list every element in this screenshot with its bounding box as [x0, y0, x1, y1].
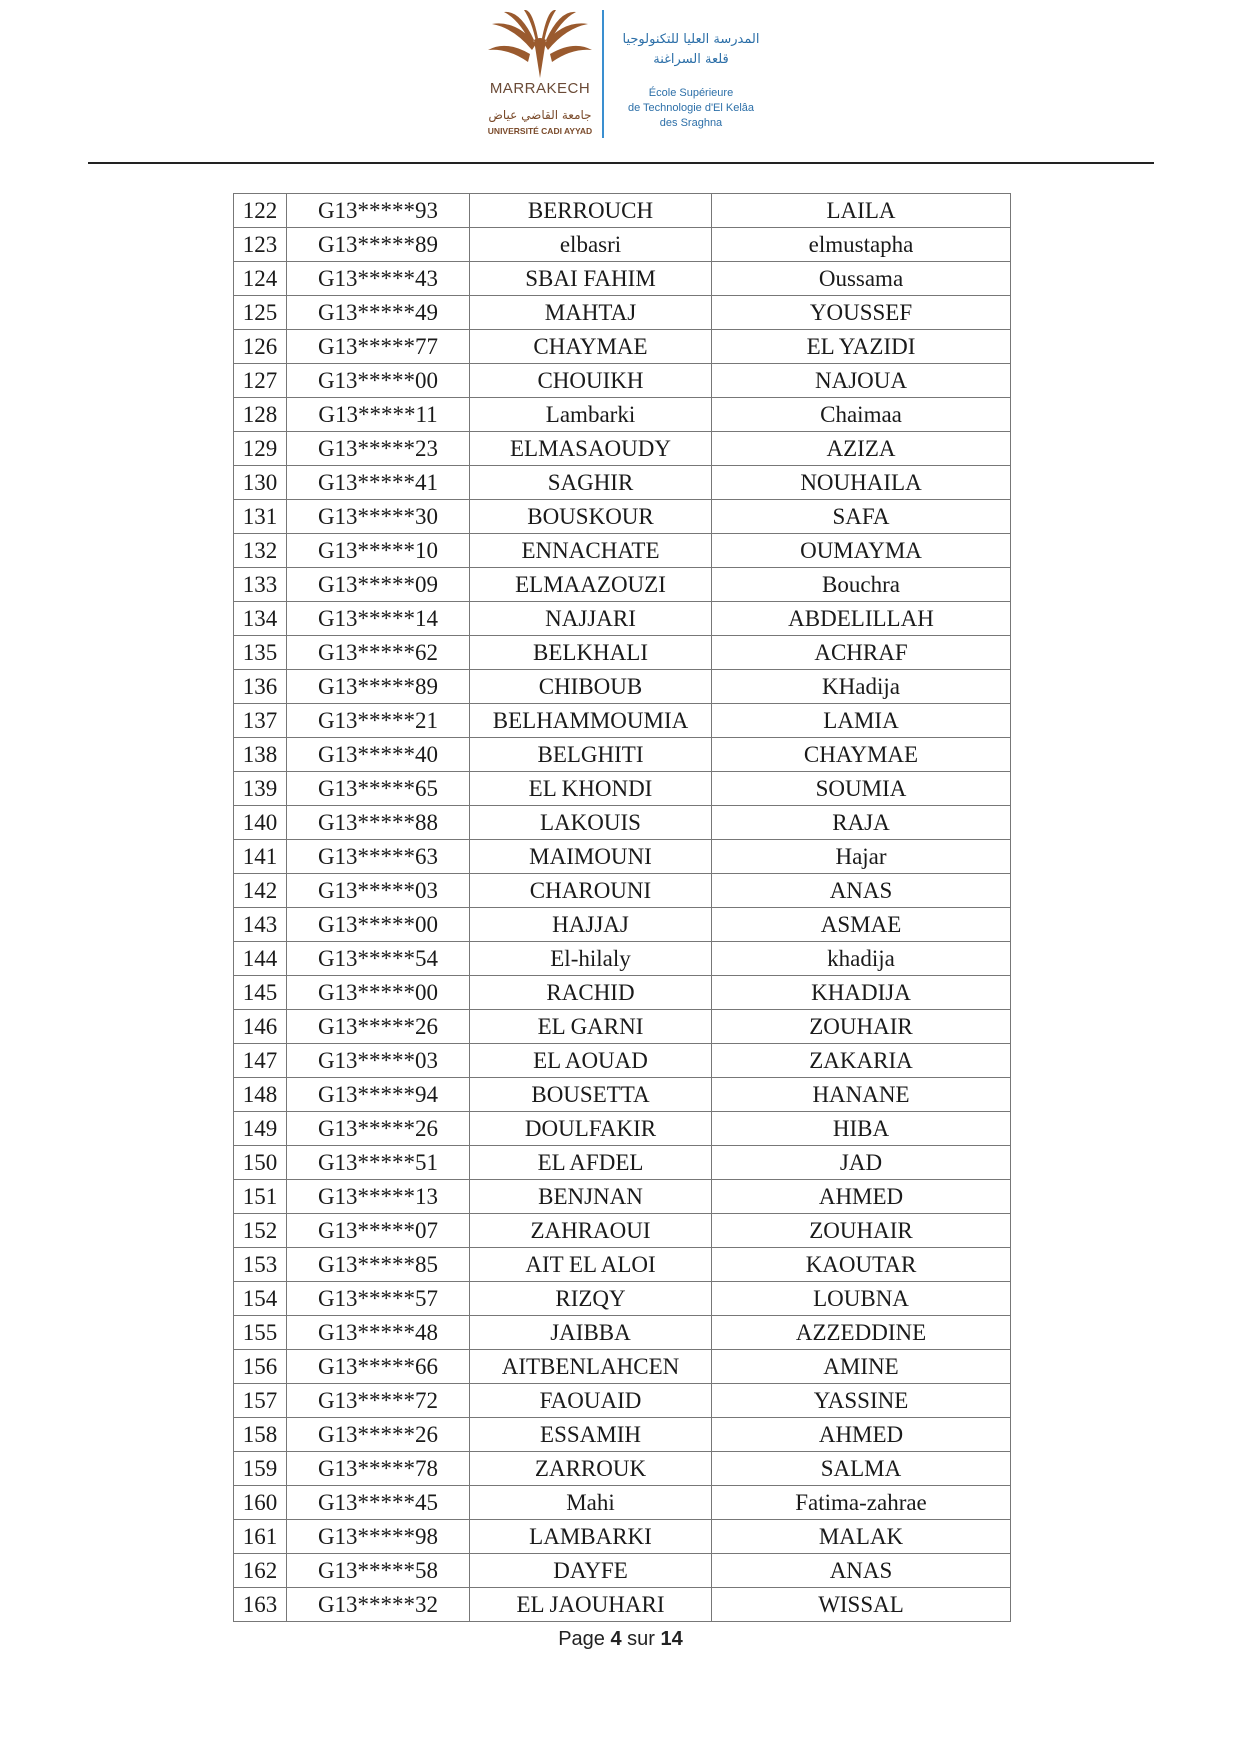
first-name-cell: HANANE	[712, 1078, 1011, 1112]
table-row	[234, 568, 1011, 602]
school-name-fr-line1: École Supérieure	[648, 87, 734, 99]
student-id-cell: G13*****00	[287, 364, 470, 398]
table-row	[234, 1248, 1011, 1282]
first-name-cell: YASSINE	[712, 1384, 1011, 1418]
last-name-cell: HAJJAJ	[470, 908, 712, 942]
row-number-cell: 147	[234, 1044, 287, 1078]
student-id-cell: G13*****72	[287, 1384, 470, 1418]
row-number-cell: 134	[234, 602, 287, 636]
first-name-cell: ANAS	[712, 1554, 1011, 1588]
first-name-cell: Hajar	[712, 840, 1011, 874]
student-id-cell: G13*****54	[287, 942, 470, 976]
last-name-cell: ZARROUK	[470, 1452, 712, 1486]
table-row	[234, 1316, 1011, 1350]
row-number-cell: 141	[234, 840, 287, 874]
table-row	[234, 296, 1011, 330]
student-id-cell: G13*****11	[287, 398, 470, 432]
current-page-number: 4	[610, 1628, 622, 1650]
last-name-cell: JAIBBA	[470, 1316, 712, 1350]
first-name-cell: Fatima-zahrae	[712, 1486, 1011, 1520]
row-number-cell: 127	[234, 364, 287, 398]
logo-university-arabic: جامعة القاضي عياض	[488, 108, 592, 122]
first-name-cell: YOUSSEF	[712, 296, 1011, 330]
last-name-cell: RIZQY	[470, 1282, 712, 1316]
table-row	[234, 806, 1011, 840]
row-number-cell: 137	[234, 704, 287, 738]
row-number-cell: 123	[234, 228, 287, 262]
first-name-cell: SALMA	[712, 1452, 1011, 1486]
table-row	[234, 1418, 1011, 1452]
row-number-cell: 126	[234, 330, 287, 364]
student-id-cell: G13*****32	[287, 1588, 470, 1622]
first-name-cell: EL YAZIDI	[712, 330, 1011, 364]
table-row	[234, 194, 1011, 228]
row-number-cell: 133	[234, 568, 287, 602]
table-row	[234, 228, 1011, 262]
table-row	[234, 874, 1011, 908]
last-name-cell: MAHTAJ	[470, 296, 712, 330]
last-name-cell: Mahi	[470, 1486, 712, 1520]
student-id-cell: G13*****26	[287, 1418, 470, 1452]
student-id-cell: G13*****03	[287, 1044, 470, 1078]
last-name-cell: MAIMOUNI	[470, 840, 712, 874]
last-name-cell: ELMASAOUDY	[470, 432, 712, 466]
first-name-cell: Bouchra	[712, 568, 1011, 602]
student-id-cell: G13*****03	[287, 874, 470, 908]
logo-city-text: MARRAKECH	[489, 80, 591, 97]
row-number-cell: 161	[234, 1520, 287, 1554]
table-row	[234, 1486, 1011, 1520]
student-id-cell: G13*****09	[287, 568, 470, 602]
row-number-cell: 138	[234, 738, 287, 772]
student-id-cell: G13*****63	[287, 840, 470, 874]
last-name-cell: BERROUCH	[470, 194, 712, 228]
table-row	[234, 1180, 1011, 1214]
first-name-cell: KAOUTAR	[712, 1248, 1011, 1282]
row-number-cell: 160	[234, 1486, 287, 1520]
table-row	[234, 1350, 1011, 1384]
table-row	[234, 772, 1011, 806]
student-list-table	[233, 193, 1011, 1622]
last-name-cell: EL AFDEL	[470, 1146, 712, 1180]
row-number-cell: 129	[234, 432, 287, 466]
last-name-cell: CHAYMAE	[470, 330, 712, 364]
row-number-cell: 152	[234, 1214, 287, 1248]
last-name-cell: DAYFE	[470, 1554, 712, 1588]
table-row	[234, 1010, 1011, 1044]
row-number-cell: 139	[234, 772, 287, 806]
first-name-cell: ZOUHAIR	[712, 1010, 1011, 1044]
row-number-cell: 157	[234, 1384, 287, 1418]
first-name-cell: LAMIA	[712, 704, 1011, 738]
table-row	[234, 466, 1011, 500]
first-name-cell: ZOUHAIR	[712, 1214, 1011, 1248]
table-row	[234, 908, 1011, 942]
table-row	[234, 602, 1011, 636]
first-name-cell: OUMAYMA	[712, 534, 1011, 568]
table-row	[234, 1588, 1011, 1622]
table-row	[234, 1112, 1011, 1146]
first-name-cell: CHAYMAE	[712, 738, 1011, 772]
first-name-cell: khadija	[712, 942, 1011, 976]
last-name-cell: BELKHALI	[470, 636, 712, 670]
student-id-cell: G13*****23	[287, 432, 470, 466]
table-row	[234, 670, 1011, 704]
last-name-cell: AIT EL ALOI	[470, 1248, 712, 1282]
last-name-cell: ENNACHATE	[470, 534, 712, 568]
last-name-cell: EL JAOUHARI	[470, 1588, 712, 1622]
student-id-cell: G13*****48	[287, 1316, 470, 1350]
first-name-cell: KHadija	[712, 670, 1011, 704]
last-name-cell: CHAROUNI	[470, 874, 712, 908]
row-number-cell: 124	[234, 262, 287, 296]
page-header	[0, 0, 1241, 165]
row-number-cell: 122	[234, 194, 287, 228]
table-row	[234, 942, 1011, 976]
first-name-cell: MALAK	[712, 1520, 1011, 1554]
table-row	[234, 1078, 1011, 1112]
student-id-cell: G13*****00	[287, 908, 470, 942]
page-word: Page	[558, 1628, 605, 1650]
first-name-cell: Oussama	[712, 262, 1011, 296]
first-name-cell: ACHRAF	[712, 636, 1011, 670]
header-divider	[602, 10, 604, 138]
row-number-cell: 156	[234, 1350, 287, 1384]
row-number-cell: 144	[234, 942, 287, 976]
university-logo	[480, 10, 600, 140]
table-row	[234, 1452, 1011, 1486]
row-number-cell: 159	[234, 1452, 287, 1486]
row-number-cell: 158	[234, 1418, 287, 1452]
first-name-cell: HIBA	[712, 1112, 1011, 1146]
first-name-cell: WISSAL	[712, 1588, 1011, 1622]
last-name-cell: ESSAMIH	[470, 1418, 712, 1452]
header-rule	[88, 162, 1154, 164]
student-id-cell: G13*****30	[287, 500, 470, 534]
first-name-cell: ABDELILLAH	[712, 602, 1011, 636]
last-name-cell: EL KHONDI	[470, 772, 712, 806]
row-number-cell: 149	[234, 1112, 287, 1146]
of-word: sur	[627, 1628, 655, 1650]
table-row	[234, 1146, 1011, 1180]
last-name-cell: AITBENLAHCEN	[470, 1350, 712, 1384]
last-name-cell: DOULFAKIR	[470, 1112, 712, 1146]
last-name-cell: BOUSKOUR	[470, 500, 712, 534]
last-name-cell: BOUSETTA	[470, 1078, 712, 1112]
student-id-cell: G13*****40	[287, 738, 470, 772]
table-row	[234, 1214, 1011, 1248]
student-id-cell: G13*****62	[287, 636, 470, 670]
table-row	[234, 1554, 1011, 1588]
student-list-table-container	[233, 193, 1011, 1622]
last-name-cell: SBAI FAHIM	[470, 262, 712, 296]
last-name-cell: LAKOUIS	[470, 806, 712, 840]
first-name-cell: SOUMIA	[712, 772, 1011, 806]
row-number-cell: 162	[234, 1554, 287, 1588]
table-row	[234, 398, 1011, 432]
student-id-cell: G13*****65	[287, 772, 470, 806]
student-id-cell: G13*****21	[287, 704, 470, 738]
first-name-cell: SAFA	[712, 500, 1011, 534]
student-id-cell: G13*****88	[287, 806, 470, 840]
student-list-body	[234, 194, 1011, 1622]
last-name-cell: BELGHITI	[470, 738, 712, 772]
first-name-cell: LAILA	[712, 194, 1011, 228]
student-id-cell: G13*****78	[287, 1452, 470, 1486]
table-row	[234, 1520, 1011, 1554]
student-id-cell: G13*****07	[287, 1214, 470, 1248]
row-number-cell: 155	[234, 1316, 287, 1350]
first-name-cell: Chaimaa	[712, 398, 1011, 432]
last-name-cell: LAMBARKI	[470, 1520, 712, 1554]
last-name-cell: elbasri	[470, 228, 712, 262]
row-number-cell: 146	[234, 1010, 287, 1044]
last-name-cell: EL AOUAD	[470, 1044, 712, 1078]
student-id-cell: G13*****57	[287, 1282, 470, 1316]
table-row	[234, 262, 1011, 296]
row-number-cell: 151	[234, 1180, 287, 1214]
first-name-cell: ZAKARIA	[712, 1044, 1011, 1078]
row-number-cell: 148	[234, 1078, 287, 1112]
page-footer	[0, 1628, 1241, 1651]
school-name-arabic-line1: المدرسة العليا للتكنولوجيا	[622, 32, 760, 47]
table-row	[234, 738, 1011, 772]
row-number-cell: 163	[234, 1588, 287, 1622]
student-id-cell: G13*****51	[287, 1146, 470, 1180]
table-row	[234, 840, 1011, 874]
student-id-cell: G13*****89	[287, 228, 470, 262]
table-row	[234, 636, 1011, 670]
first-name-cell: NOUHAILA	[712, 466, 1011, 500]
row-number-cell: 153	[234, 1248, 287, 1282]
school-name-arabic-line2: قلعة السراغنة	[653, 52, 729, 67]
first-name-cell: RAJA	[712, 806, 1011, 840]
row-number-cell: 154	[234, 1282, 287, 1316]
table-row	[234, 330, 1011, 364]
student-id-cell: G13*****13	[287, 1180, 470, 1214]
last-name-cell: SAGHIR	[470, 466, 712, 500]
last-name-cell: RACHID	[470, 976, 712, 1010]
student-id-cell: G13*****89	[287, 670, 470, 704]
row-number-cell: 130	[234, 466, 287, 500]
table-row	[234, 1044, 1011, 1078]
student-id-cell: G13*****43	[287, 262, 470, 296]
row-number-cell: 128	[234, 398, 287, 432]
student-id-cell: G13*****41	[287, 466, 470, 500]
first-name-cell: AHMED	[712, 1180, 1011, 1214]
student-id-cell: G13*****14	[287, 602, 470, 636]
row-number-cell: 140	[234, 806, 287, 840]
last-name-cell: FAOUAID	[470, 1384, 712, 1418]
row-number-cell: 136	[234, 670, 287, 704]
row-number-cell: 143	[234, 908, 287, 942]
table-row	[234, 1384, 1011, 1418]
first-name-cell: AHMED	[712, 1418, 1011, 1452]
first-name-cell: ASMAE	[712, 908, 1011, 942]
student-id-cell: G13*****85	[287, 1248, 470, 1282]
student-id-cell: G13*****26	[287, 1010, 470, 1044]
student-id-cell: G13*****94	[287, 1078, 470, 1112]
student-id-cell: G13*****26	[287, 1112, 470, 1146]
first-name-cell: NAJOUA	[712, 364, 1011, 398]
school-name-fr-line3: des Sraghna	[659, 117, 723, 129]
last-name-cell: ZAHRAOUI	[470, 1214, 712, 1248]
last-name-cell: NAJJARI	[470, 602, 712, 636]
row-number-cell: 145	[234, 976, 287, 1010]
student-id-cell: G13*****66	[287, 1350, 470, 1384]
student-id-cell: G13*****49	[287, 296, 470, 330]
table-row	[234, 432, 1011, 466]
first-name-cell: KHADIJA	[712, 976, 1011, 1010]
last-name-cell: BELHAMMOUMIA	[470, 704, 712, 738]
last-name-cell: Lambarki	[470, 398, 712, 432]
table-row	[234, 534, 1011, 568]
student-id-cell: G13*****45	[287, 1486, 470, 1520]
first-name-cell: AMINE	[712, 1350, 1011, 1384]
student-id-cell: G13*****58	[287, 1554, 470, 1588]
table-row	[234, 364, 1011, 398]
last-name-cell: BENJNAN	[470, 1180, 712, 1214]
table-row	[234, 704, 1011, 738]
student-id-cell: G13*****93	[287, 194, 470, 228]
table-row	[234, 1282, 1011, 1316]
table-row	[234, 500, 1011, 534]
student-id-cell: G13*****98	[287, 1520, 470, 1554]
student-id-cell: G13*****77	[287, 330, 470, 364]
row-number-cell: 150	[234, 1146, 287, 1180]
row-number-cell: 135	[234, 636, 287, 670]
first-name-cell: JAD	[712, 1146, 1011, 1180]
student-id-cell: G13*****10	[287, 534, 470, 568]
student-id-cell: G13*****00	[287, 976, 470, 1010]
total-pages-number: 14	[660, 1628, 683, 1650]
first-name-cell: AZIZA	[712, 432, 1011, 466]
first-name-cell: AZZEDDINE	[712, 1316, 1011, 1350]
last-name-cell: ELMAAZOUZI	[470, 568, 712, 602]
last-name-cell: EL GARNI	[470, 1010, 712, 1044]
last-name-cell: CHOUIKH	[470, 364, 712, 398]
row-number-cell: 125	[234, 296, 287, 330]
row-number-cell: 132	[234, 534, 287, 568]
row-number-cell: 142	[234, 874, 287, 908]
first-name-cell: ANAS	[712, 874, 1011, 908]
first-name-cell: elmustapha	[712, 228, 1011, 262]
first-name-cell: LOUBNA	[712, 1282, 1011, 1316]
last-name-cell: El-hilaly	[470, 942, 712, 976]
row-number-cell: 131	[234, 500, 287, 534]
last-name-cell: CHIBOUB	[470, 670, 712, 704]
table-row	[234, 976, 1011, 1010]
school-name-fr-line2: de Technologie d'El Kelâa	[627, 102, 755, 114]
logo-university-name: UNIVERSITÉ CADI AYYAD	[487, 126, 593, 136]
palm-logo-icon	[486, 10, 594, 80]
